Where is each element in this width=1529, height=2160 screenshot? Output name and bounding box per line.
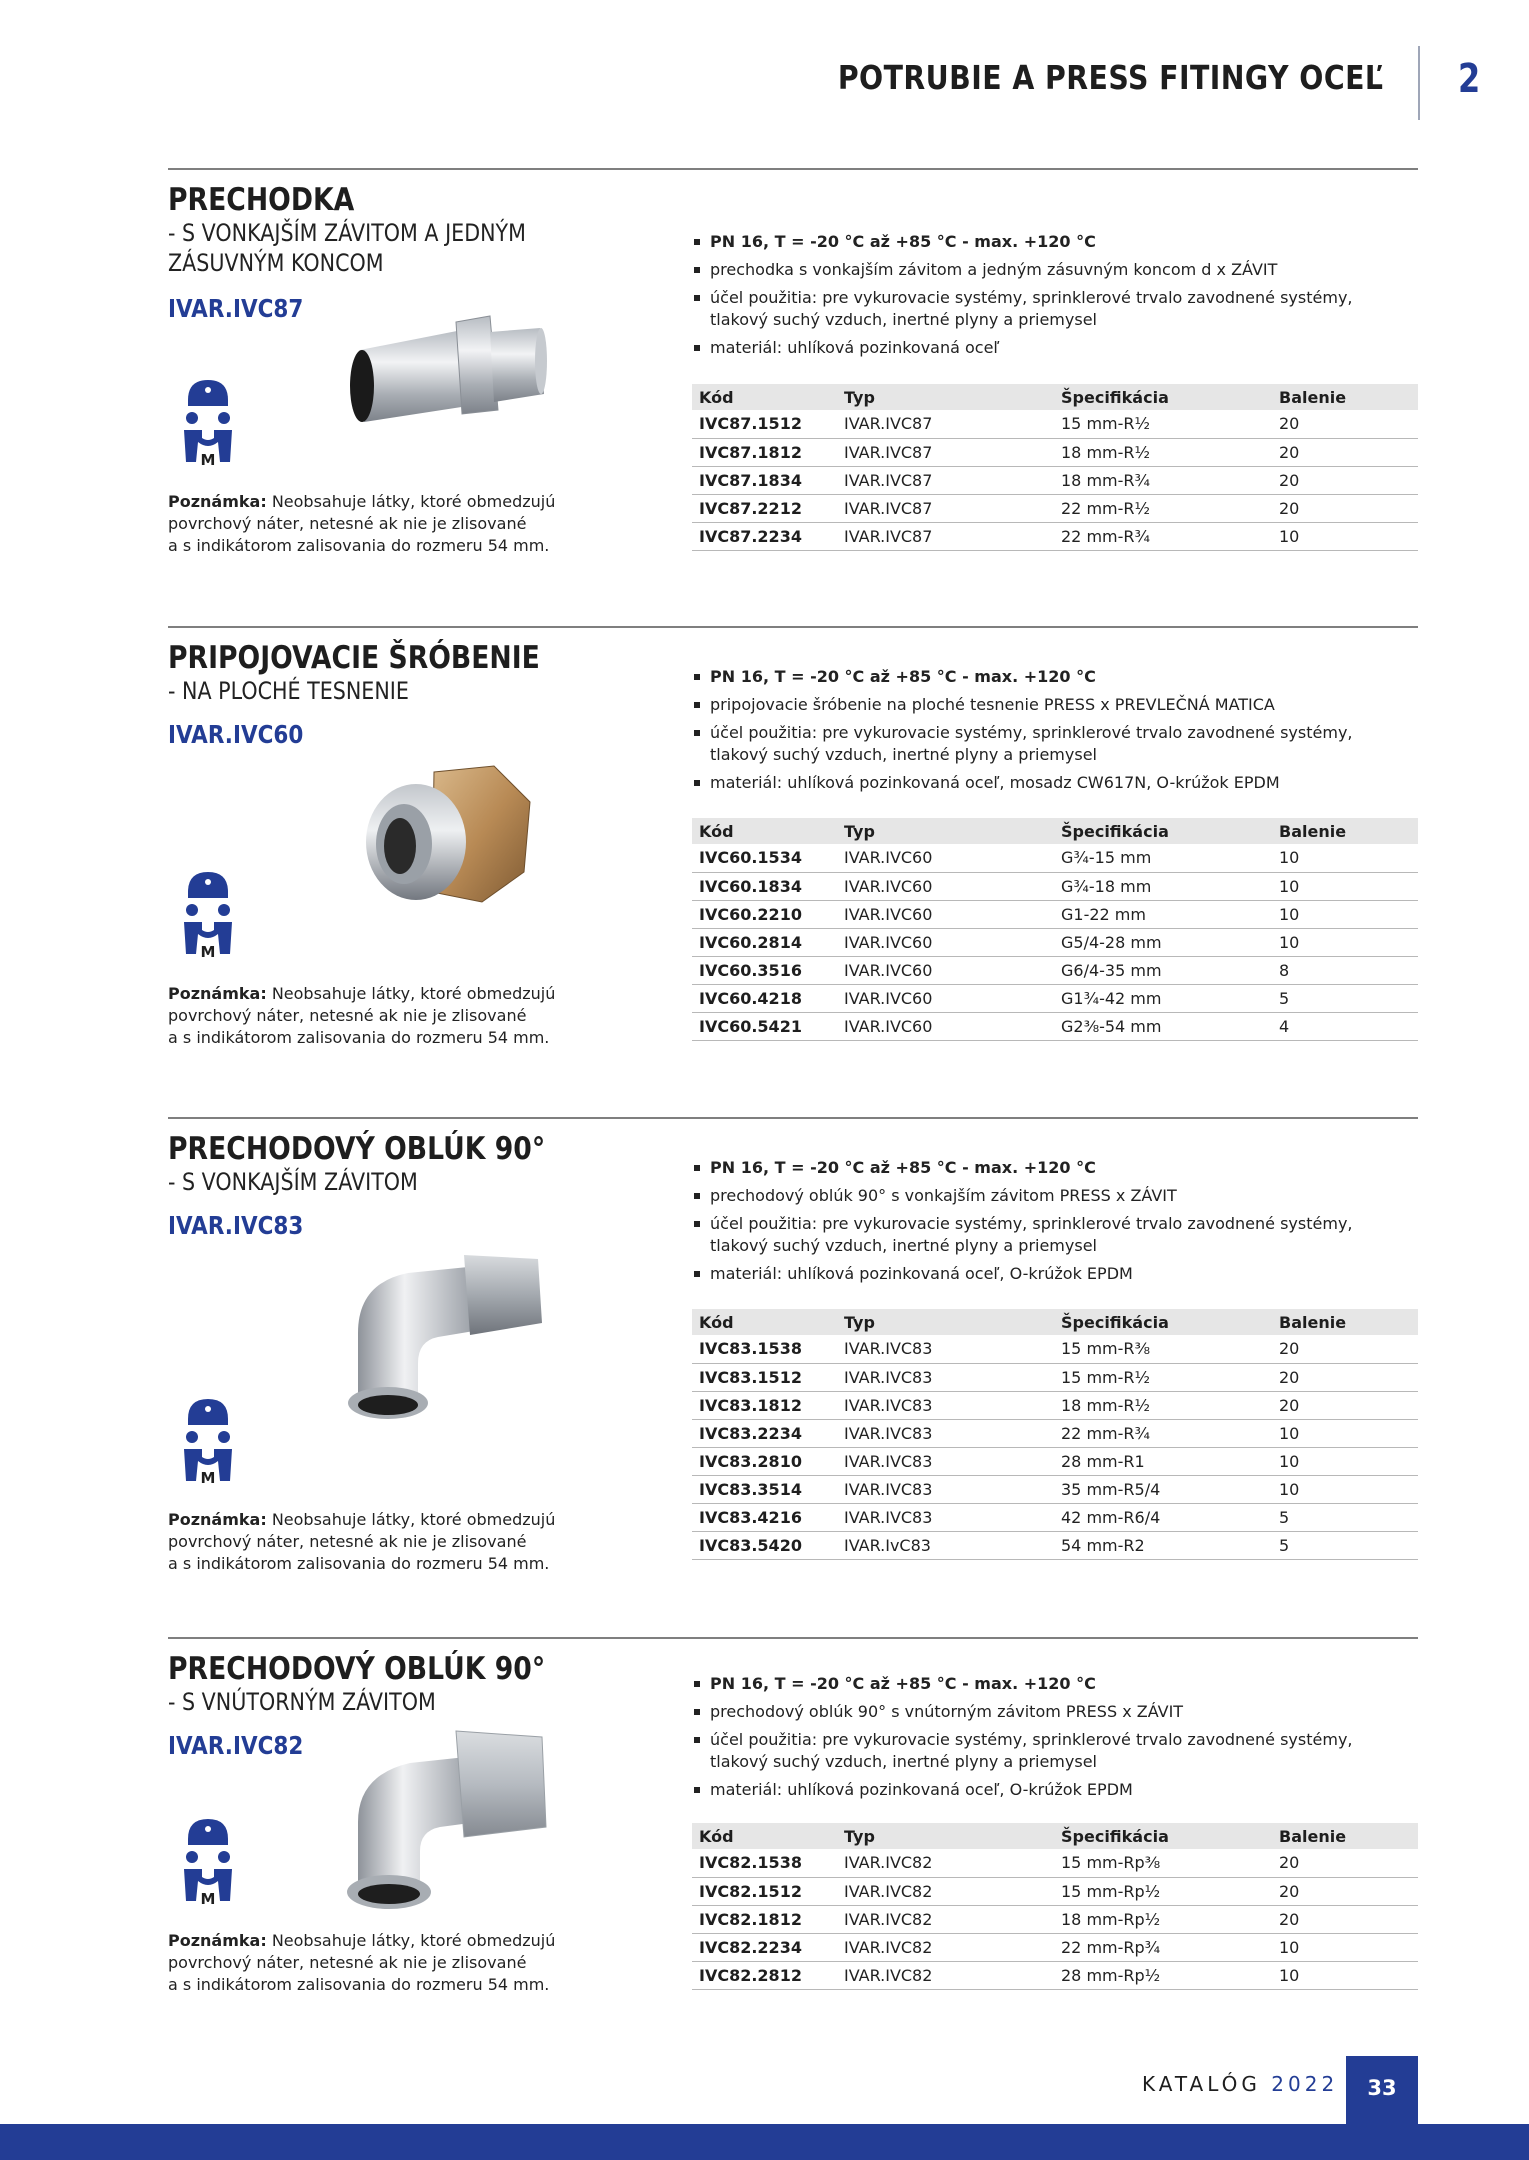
pack-cell: 10	[1272, 928, 1418, 956]
spec-item: materiál: uhlíková pozinkovaná oceľ, mosadz CW617N, O-krúžok EPDM	[692, 772, 1412, 794]
spec-item: PN 16, T = -20 °C až +85 °C - max. +120 °C	[692, 1157, 1412, 1179]
pack-cell: 20	[1272, 1391, 1418, 1419]
note-text: a s indikátorom zalisovania do rozmeru 54 mm.	[168, 1554, 550, 1573]
spec-item: PN 16, T = -20 °C až +85 °C - max. +120 °C	[692, 1673, 1412, 1695]
type-cell: IVAR.IVC87	[837, 494, 1054, 522]
table-row	[692, 1012, 1418, 1040]
column-header: Balenie	[1272, 1309, 1418, 1335]
spec-list	[692, 1157, 1412, 1291]
pack-cell: 5	[1272, 1503, 1418, 1531]
type-cell: IVAR.IVC83	[837, 1503, 1054, 1531]
pack-cell: 20	[1272, 438, 1418, 466]
type-cell: IVAR.IVC83	[837, 1363, 1054, 1391]
spec-cell: 22 mm-R½	[1054, 494, 1272, 522]
column-header: Typ	[837, 1823, 1054, 1849]
table-row	[692, 844, 1418, 872]
section-note	[168, 983, 578, 1049]
table-row	[692, 1335, 1418, 1363]
spec-cell: 15 mm-Rp⅜	[1054, 1849, 1272, 1877]
table-row	[692, 1531, 1418, 1559]
pack-cell: 20	[1272, 1877, 1418, 1905]
spec-item: pripojovacie šróbenie na ploché tesnenie PRESS x PREVLEČNÁ MATICA	[692, 694, 1412, 716]
press-profile-label: M	[200, 1890, 216, 1908]
product-table	[692, 384, 1418, 551]
spec-item: PN 16, T = -20 °C až +85 °C - max. +120 °C	[692, 231, 1412, 253]
section-note	[168, 1509, 578, 1575]
press-profile-label: M	[200, 943, 216, 961]
press-profile-label: M	[200, 451, 216, 469]
column-header: Balenie	[1272, 1823, 1418, 1849]
spec-cell: G2⅜-54 mm	[1054, 1012, 1272, 1040]
type-cell: IVAR.IVC83	[837, 1419, 1054, 1447]
column-header: Špecifikácia	[1054, 384, 1272, 410]
type-cell: IVAR.IVC60	[837, 900, 1054, 928]
code-cell: IVC87.1512	[692, 410, 837, 438]
note-text: povrchový náter, netesné ak nie je zlisované	[168, 1953, 527, 1972]
column-header: Balenie	[1272, 818, 1418, 844]
column-header: Kód	[692, 384, 837, 410]
note-text: a s indikátorom zalisovania do rozmeru 54 mm.	[168, 1028, 550, 1047]
pack-cell: 5	[1272, 1531, 1418, 1559]
column-header: Kód	[692, 1309, 837, 1335]
column-header: Typ	[837, 384, 1054, 410]
product-table	[692, 1823, 1418, 1990]
spec-cell: G1¾-42 mm	[1054, 984, 1272, 1012]
type-cell: IVAR.IVC60	[837, 872, 1054, 900]
section-subtitle	[168, 1167, 546, 1197]
subtitle-line: - S VNÚTORNÝM ZÁVITOM	[168, 1688, 436, 1716]
section-subtitle	[168, 218, 546, 278]
code-cell: IVC82.1538	[692, 1849, 837, 1877]
column-header: Špecifikácia	[1054, 818, 1272, 844]
code-cell: IVC82.2812	[692, 1961, 837, 1989]
model-code: IVAR.IVC87	[168, 294, 304, 323]
code-cell: IVC87.1812	[692, 438, 837, 466]
type-cell: IVAR.IVC60	[837, 844, 1054, 872]
spec-item: PN 16, T = -20 °C až +85 °C - max. +120 °C	[692, 666, 1412, 688]
type-cell: IVAR.IVC87	[837, 522, 1054, 550]
table-row	[692, 872, 1418, 900]
spec-cell: G5/4-28 mm	[1054, 928, 1272, 956]
pack-cell: 10	[1272, 1961, 1418, 1989]
section-title: PRIPOJOVACIE ŠRÓBENIE	[168, 640, 540, 676]
note-text: a s indikátorom zalisovania do rozmeru 54 mm.	[168, 1975, 550, 1994]
spec-cell: 54 mm-R2	[1054, 1531, 1272, 1559]
pack-cell: 4	[1272, 1012, 1418, 1040]
code-cell: IVC60.2210	[692, 900, 837, 928]
table-row	[692, 1475, 1418, 1503]
code-cell: IVC82.1512	[692, 1877, 837, 1905]
table-row	[692, 1933, 1418, 1961]
table-row	[692, 900, 1418, 928]
code-cell: IVC87.2212	[692, 494, 837, 522]
pack-cell: 5	[1272, 984, 1418, 1012]
press-profile-label: M	[200, 1469, 216, 1487]
type-cell: IVAR.IvC83	[837, 1531, 1054, 1559]
footer-bar	[0, 2124, 1529, 2160]
column-header: Balenie	[1272, 384, 1418, 410]
note-text: Neobsahuje látky, ktoré obmedzujú	[266, 1931, 556, 1950]
note-text: povrchový náter, netesné ak nie je zlisované	[168, 1532, 527, 1551]
note-text: Neobsahuje látky, ktoré obmedzujú	[266, 1510, 556, 1529]
pack-cell: 10	[1272, 872, 1418, 900]
elbow-male-fitting-image	[338, 1253, 548, 1423]
type-cell: IVAR.IVC60	[837, 956, 1054, 984]
table-row	[692, 1419, 1418, 1447]
pack-cell: 10	[1272, 1419, 1418, 1447]
pack-cell: 20	[1272, 1849, 1418, 1877]
spec-list	[692, 666, 1412, 800]
table-header-row	[692, 1823, 1418, 1849]
code-cell: IVC82.1812	[692, 1905, 837, 1933]
type-cell: IVAR.IVC82	[837, 1849, 1054, 1877]
code-cell: IVC83.1512	[692, 1363, 837, 1391]
section-subtitle	[168, 1687, 546, 1717]
note-label: Poznámka:	[168, 1931, 267, 1950]
table-header-row	[692, 1309, 1418, 1335]
code-cell: IVC87.2234	[692, 522, 837, 550]
code-cell: IVC60.5421	[692, 1012, 837, 1040]
pack-cell: 20	[1272, 410, 1418, 438]
pack-cell: 10	[1272, 1933, 1418, 1961]
spec-item: prechodka s vonkajším závitom a jedným zásuvným koncom d x ZÁVIT	[692, 259, 1412, 281]
column-header: Kód	[692, 818, 837, 844]
table-row	[692, 928, 1418, 956]
note-text: a s indikátorom zalisovania do rozmeru 54 mm.	[168, 536, 550, 555]
code-cell: IVC83.1812	[692, 1391, 837, 1419]
pack-cell: 20	[1272, 466, 1418, 494]
type-cell: IVAR.IVC87	[837, 438, 1054, 466]
pack-cell: 10	[1272, 900, 1418, 928]
pack-cell: 10	[1272, 522, 1418, 550]
code-cell: IVC83.4216	[692, 1503, 837, 1531]
type-cell: IVAR.IVC87	[837, 466, 1054, 494]
spec-cell: 22 mm-R¾	[1054, 522, 1272, 550]
spec-cell: 22 mm-R¾	[1054, 1419, 1272, 1447]
straight-adapter-fitting-image	[340, 310, 548, 430]
page-header-title: POTRUBIE A PRESS FITINGY OCEĽ	[837, 58, 1383, 97]
section-note	[168, 491, 578, 557]
type-cell: IVAR.IVC82	[837, 1933, 1054, 1961]
type-cell: IVAR.IVC60	[837, 984, 1054, 1012]
subtitle-line: - S VONKAJŠÍM ZÁVITOM A JEDNÝM	[168, 219, 526, 247]
pack-cell: 20	[1272, 1363, 1418, 1391]
spec-cell: 15 mm-R½	[1054, 410, 1272, 438]
type-cell: IVAR.IVC83	[837, 1391, 1054, 1419]
model-code: IVAR.IVC83	[168, 1211, 304, 1240]
column-header: Špecifikácia	[1054, 1823, 1272, 1849]
pack-cell: 10	[1272, 1447, 1418, 1475]
code-cell: IVC60.1534	[692, 844, 837, 872]
chapter-number: 2	[1458, 56, 1481, 102]
note-text: Neobsahuje látky, ktoré obmedzujú	[266, 492, 556, 511]
spec-cell: 42 mm-R6/4	[1054, 1503, 1272, 1531]
note-text: Neobsahuje látky, ktoré obmedzujú	[266, 984, 556, 1003]
table-row	[692, 1447, 1418, 1475]
table-row	[692, 438, 1418, 466]
type-cell: IVAR.IVC60	[837, 1012, 1054, 1040]
table-row	[692, 1363, 1418, 1391]
page-number: 33	[1346, 2056, 1418, 2126]
code-cell: IVC87.1834	[692, 466, 837, 494]
spec-item: účel použitia: pre vykurovacie systémy, sprinklerové trvalo zavodnené systémy, tlakový suchý vzduch, inertné plyny a priemysel	[692, 722, 1412, 766]
pack-cell: 20	[1272, 1905, 1418, 1933]
code-cell: IVC60.3516	[692, 956, 837, 984]
spec-cell: G¾-15 mm	[1054, 844, 1272, 872]
section-title: PRECHODOVÝ OBLÚK 90°	[168, 1651, 546, 1687]
code-cell: IVC60.4218	[692, 984, 837, 1012]
section-note	[168, 1930, 578, 1996]
table-row	[692, 984, 1418, 1012]
column-header: Typ	[837, 1309, 1054, 1335]
section-title: PRECHODOVÝ OBLÚK 90°	[168, 1131, 546, 1167]
spec-cell: 28 mm-R1	[1054, 1447, 1272, 1475]
pack-cell: 10	[1272, 844, 1418, 872]
pack-cell: 20	[1272, 494, 1418, 522]
code-cell: IVC60.1834	[692, 872, 837, 900]
table-row	[692, 466, 1418, 494]
type-cell: IVAR.IVC83	[837, 1335, 1054, 1363]
spec-cell: 28 mm-Rp½	[1054, 1961, 1272, 1989]
table-row	[692, 1961, 1418, 1989]
note-label: Poznámka:	[168, 984, 267, 1003]
product-section-ivc82	[168, 1637, 1418, 2017]
model-code: IVAR.IVC60	[168, 720, 304, 749]
column-header: Špecifikácia	[1054, 1309, 1272, 1335]
footer-catalog-label	[1142, 2072, 1338, 2096]
type-cell: IVAR.IVC60	[837, 928, 1054, 956]
spec-list	[692, 1673, 1412, 1807]
type-cell: IVAR.IVC82	[837, 1961, 1054, 1989]
column-header: Typ	[837, 818, 1054, 844]
spec-list	[692, 231, 1412, 365]
note-text: povrchový náter, netesné ak nie je zlisované	[168, 514, 527, 533]
model-code: IVAR.IVC82	[168, 1731, 304, 1760]
section-divider	[168, 1117, 1418, 1119]
section-divider	[168, 168, 1418, 170]
table-row	[692, 1849, 1418, 1877]
table-row	[692, 522, 1418, 550]
note-text: povrchový náter, netesné ak nie je zlisované	[168, 1006, 527, 1025]
pack-cell: 10	[1272, 1475, 1418, 1503]
section-divider	[168, 1637, 1418, 1639]
pack-cell: 8	[1272, 956, 1418, 984]
type-cell: IVAR.IVC87	[837, 410, 1054, 438]
table-row	[692, 410, 1418, 438]
table-row	[692, 494, 1418, 522]
header-divider	[1418, 46, 1420, 120]
code-cell: IVC83.2810	[692, 1447, 837, 1475]
table-row	[692, 1503, 1418, 1531]
table-header-row	[692, 384, 1418, 410]
product-table	[692, 818, 1418, 1041]
type-cell: IVAR.IVC82	[837, 1877, 1054, 1905]
spec-cell: 22 mm-Rp¾	[1054, 1933, 1272, 1961]
elbow-female-fitting-image	[336, 1727, 552, 1912]
subtitle-line: - NA PLOCHÉ TESNENIE	[168, 677, 409, 705]
product-section-ivc83	[168, 1117, 1418, 1597]
union-nut-fitting-image	[354, 762, 534, 912]
type-cell: IVAR.IVC83	[837, 1475, 1054, 1503]
type-cell: IVAR.IVC83	[837, 1447, 1054, 1475]
table-row	[692, 956, 1418, 984]
code-cell: IVC82.2234	[692, 1933, 837, 1961]
note-label: Poznámka:	[168, 1510, 267, 1529]
table-row	[692, 1391, 1418, 1419]
code-cell: IVC60.2814	[692, 928, 837, 956]
product-table	[692, 1309, 1418, 1560]
spec-item: materiál: uhlíková pozinkovaná oceľ	[692, 337, 1412, 359]
spec-cell: G¾-18 mm	[1054, 872, 1272, 900]
spec-cell: 18 mm-R½	[1054, 1391, 1272, 1419]
product-section-ivc60	[168, 626, 1418, 1076]
code-cell: IVC83.2234	[692, 1419, 837, 1447]
product-section-ivc87	[168, 168, 1418, 588]
column-header: Kód	[692, 1823, 837, 1849]
pack-cell: 20	[1272, 1335, 1418, 1363]
section-title: PRECHODKA	[168, 182, 355, 218]
code-cell: IVC83.3514	[692, 1475, 837, 1503]
spec-cell: 18 mm-R½	[1054, 438, 1272, 466]
subtitle-line: ZÁSUVNÝM KONCOM	[168, 249, 384, 277]
section-subtitle	[168, 676, 546, 706]
spec-item: účel použitia: pre vykurovacie systémy, sprinklerové trvalo zavodnené systémy, tlakový suchý vzduch, inertné plyny a priemysel	[692, 287, 1412, 331]
table-header-row	[692, 818, 1418, 844]
footer-year: 2022	[1271, 2072, 1339, 2096]
spec-item: účel použitia: pre vykurovacie systémy, sprinklerové trvalo zavodnené systémy, tlakový suchý vzduch, inertné plyny a priemysel	[692, 1213, 1412, 1257]
code-cell: IVC83.5420	[692, 1531, 837, 1559]
spec-item: účel použitia: pre vykurovacie systémy, sprinklerové trvalo zavodnené systémy, tlakový suchý vzduch, inertné plyny a priemysel	[692, 1729, 1412, 1773]
section-divider	[168, 626, 1418, 628]
spec-item: prechodový oblúk 90° s vonkajším závitom PRESS x ZÁVIT	[692, 1185, 1412, 1207]
table-row	[692, 1877, 1418, 1905]
spec-item: materiál: uhlíková pozinkovaná oceľ, O-krúžok EPDM	[692, 1263, 1412, 1285]
spec-cell: 18 mm-Rp½	[1054, 1905, 1272, 1933]
subtitle-line: - S VONKAJŠÍM ZÁVITOM	[168, 1168, 418, 1196]
spec-cell: 35 mm-R5/4	[1054, 1475, 1272, 1503]
note-label: Poznámka:	[168, 492, 267, 511]
spec-cell: G1-22 mm	[1054, 900, 1272, 928]
spec-cell: 15 mm-R½	[1054, 1363, 1272, 1391]
type-cell: IVAR.IVC82	[837, 1905, 1054, 1933]
spec-cell: 18 mm-R¾	[1054, 466, 1272, 494]
spec-cell: G6/4-35 mm	[1054, 956, 1272, 984]
footer-katalog-text: KATALÓG	[1142, 2072, 1261, 2096]
spec-item: materiál: uhlíková pozinkovaná oceľ, O-krúžok EPDM	[692, 1779, 1412, 1801]
code-cell: IVC83.1538	[692, 1335, 837, 1363]
table-row	[692, 1905, 1418, 1933]
spec-cell: 15 mm-Rp½	[1054, 1877, 1272, 1905]
spec-item: prechodový oblúk 90° s vnútorným závitom PRESS x ZÁVIT	[692, 1701, 1412, 1723]
spec-cell: 15 mm-R⅜	[1054, 1335, 1272, 1363]
